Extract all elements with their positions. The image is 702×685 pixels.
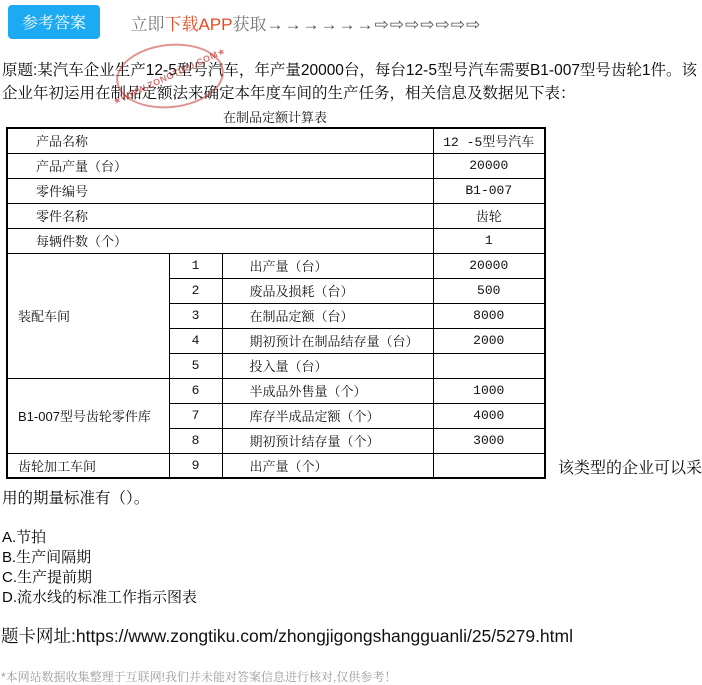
cell-value: 12 -5型号汽车	[433, 128, 545, 153]
reference-answer-button[interactable]: 参考答案	[8, 5, 100, 39]
question-card-link[interactable]: https://www.zongtiku.com/zhongjigongshangguanli/25/5279.html	[75, 626, 573, 646]
cell-value: 1000	[433, 378, 545, 403]
url-prefix: 题卡网址:	[1, 626, 76, 646]
cell-label: 零件编号	[7, 178, 433, 203]
cell-value: 500	[433, 278, 545, 303]
options-list	[2, 528, 700, 608]
table-row	[7, 153, 545, 178]
cell-item: 投入量（台）	[222, 353, 433, 378]
cell-value: 3000	[433, 428, 545, 453]
question-tail-below: 用的期量标准有（）。	[2, 490, 150, 507]
table-title: 在制品定额计算表	[222, 110, 327, 125]
quota-table	[6, 127, 546, 479]
cell-value	[433, 353, 545, 378]
cell-value: 4000	[433, 403, 545, 428]
cell-value: 2000	[433, 328, 545, 353]
cell-item: 库存半成品定额（个）	[222, 403, 433, 428]
header-bar	[0, 0, 700, 34]
cell-number: 4	[169, 328, 222, 353]
cell-item: 期初预计结存量（个）	[222, 428, 433, 453]
cell-item: 废品及损耗（台）	[222, 278, 433, 303]
cell-number: 3	[169, 303, 222, 328]
cell-value: 8000	[433, 303, 545, 328]
cell-item: 半成品外售量（个）	[222, 378, 433, 403]
disclaimer-text: *本网站数据收集整理于互联网!我们并未能对答案信息进行核对,仅供参考！	[1, 670, 397, 684]
cell-value: B1-007	[433, 178, 545, 203]
cell-value: 齿轮	[433, 203, 545, 228]
table-row	[7, 453, 545, 478]
cell-number: 2	[169, 278, 222, 303]
cell-item: 期初预计在制品结存量（台）	[222, 328, 433, 353]
cell-value: 1	[433, 228, 545, 253]
cell-number: 8	[169, 428, 222, 453]
cell-label: 零件名称	[7, 203, 433, 228]
cell-label: 每辆件数（个）	[7, 228, 433, 253]
table-row	[7, 128, 545, 153]
table-row	[7, 203, 545, 228]
cell-number: 7	[169, 403, 222, 428]
option-c: C.生产提前期	[2, 569, 93, 586]
cell-number: 5	[169, 353, 222, 378]
cell-item: 出产量（台）	[222, 253, 433, 278]
download-app-link[interactable]: 下载APP	[164, 14, 233, 34]
question-tail-right: 该类型的企业可以采	[558, 460, 702, 477]
cell-item: 在制品定额（台）	[222, 303, 433, 328]
option-a: A.节拍	[2, 529, 47, 546]
download-app-banner[interactable]	[130, 10, 481, 35]
cell-number: 9	[169, 453, 222, 478]
question-text: 原题:某汽车企业生产12-5型号汽车，年产量20000台，每台12-5型号汽车需要B1-007型号齿轮1件。该企业年初运用在制品定额法来确定本年度车间的生产任务，相关信息及数据见下表：	[2, 62, 698, 102]
cell-value: 20000	[433, 153, 545, 178]
table-wrapper	[6, 127, 700, 479]
cell-value: 20000	[433, 253, 545, 278]
table-row	[7, 378, 545, 403]
cell-number: 1	[169, 253, 222, 278]
promo-suffix: 获取	[232, 14, 267, 34]
cell-label: 产品产量（台）	[7, 153, 433, 178]
cell-value	[433, 453, 545, 478]
cell-label: 产品名称	[7, 128, 433, 153]
question-url-line	[1, 623, 700, 648]
cell-number: 6	[169, 378, 222, 403]
table-row	[7, 228, 545, 253]
cell-item: 出产量（个）	[222, 453, 433, 478]
option-d: D.流水线的标准工作指示图表	[2, 589, 198, 606]
watermark-text: ★WWW.ZONGTIKU.COM★	[111, 44, 228, 107]
cell-workshop: B1-007型号齿轮零件库	[7, 378, 169, 453]
table-row	[7, 178, 545, 203]
cell-workshop: 装配车间	[7, 253, 169, 378]
table-row	[7, 253, 545, 278]
option-b: B.生产间隔期	[2, 549, 92, 566]
arrow-icons: →→→→→→⇨⇨⇨⇨⇨⇨⇨	[266, 14, 482, 34]
promo-prefix: 立即	[130, 14, 165, 34]
cell-workshop: 齿轮加工车间	[7, 453, 169, 478]
